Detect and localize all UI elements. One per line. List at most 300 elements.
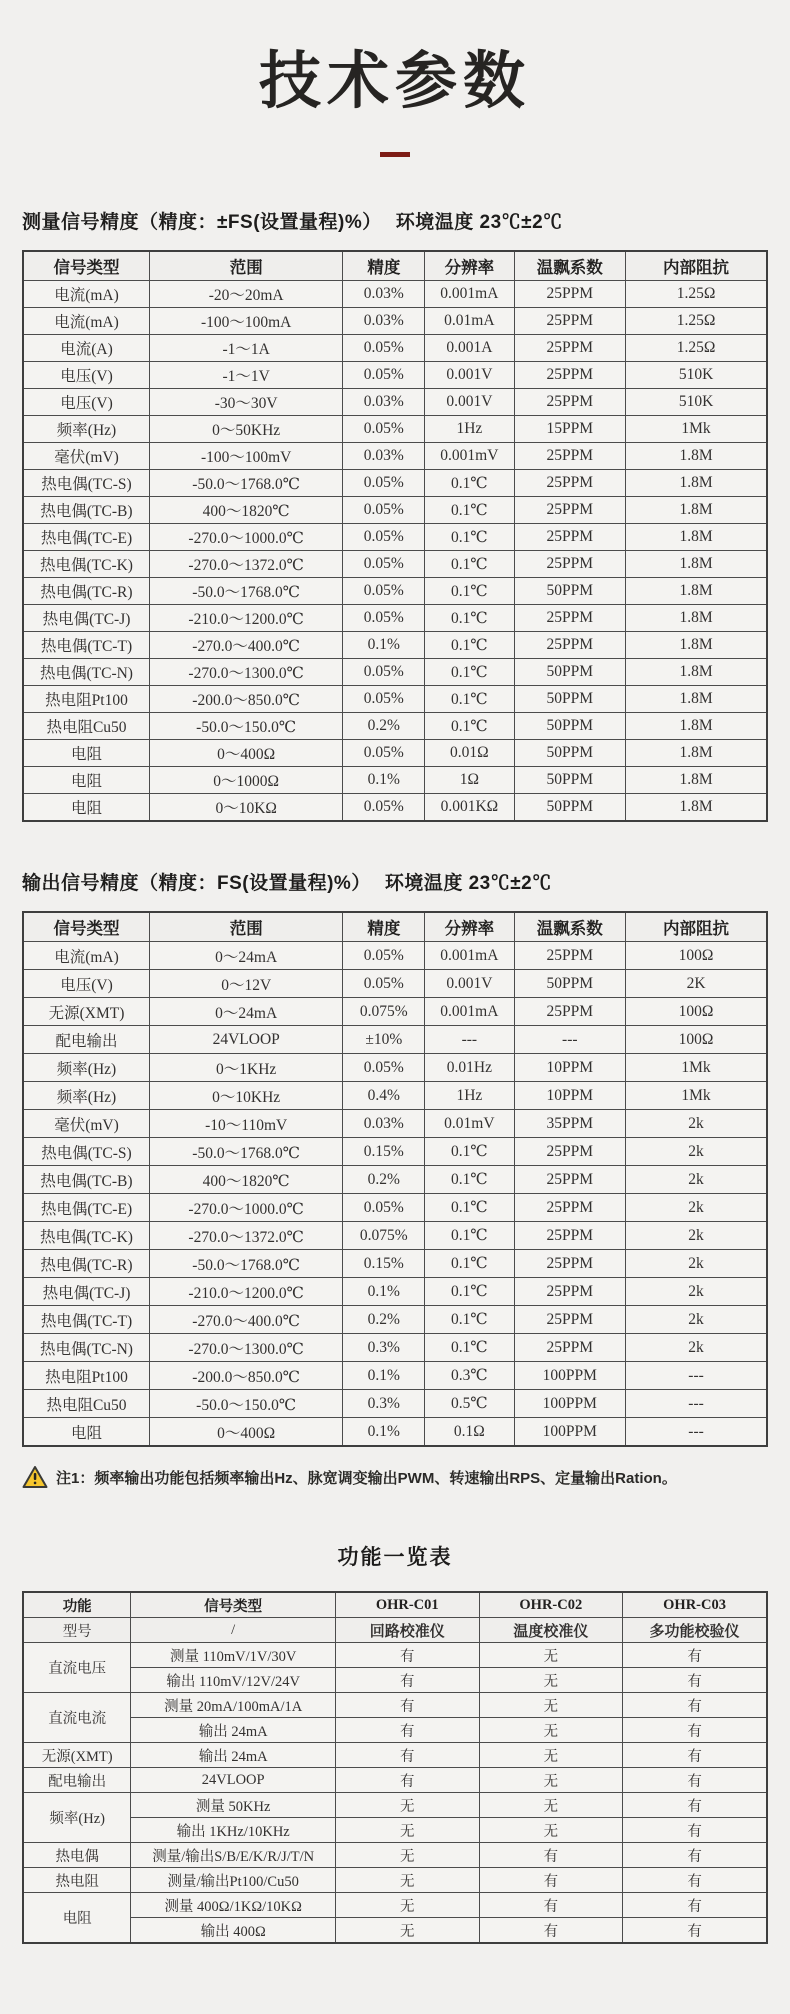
table-cell: 0.1℃ <box>425 551 514 578</box>
table-cell: -50.0～150.0℃ <box>149 713 342 740</box>
table-row <box>23 740 767 767</box>
table-cell: 0.2% <box>343 1166 425 1194</box>
table-cell: 25PPM <box>514 1138 626 1166</box>
table-cell: 0.01Hz <box>425 1054 514 1082</box>
note-text: 注1：频率输出功能包括频率输出Hz、脉宽调变输出PWM、转速输出RPS、定量输出Ration。 <box>56 1469 677 1487</box>
table-cell: 1.8M <box>626 767 767 794</box>
output-heading-text: 输出信号精度（精度：FS(设置量程)%） <box>22 873 371 894</box>
table-cell: 有 <box>623 1668 767 1693</box>
table-cell: 400～1820℃ <box>149 1166 342 1194</box>
spec-sheet-page <box>0 46 790 2014</box>
table-cell: 100PPM <box>514 1362 626 1390</box>
table-cell: 电阻 <box>23 740 149 767</box>
function-table-model-row <box>23 1618 767 1643</box>
table-cell: 0.1℃ <box>425 1278 514 1306</box>
output-spec-table <box>22 911 768 1447</box>
table-cell: 0.001KΩ <box>425 794 514 822</box>
column-header-cell: 温飘系数 <box>514 251 626 281</box>
table-row <box>23 335 767 362</box>
table-cell: --- <box>626 1418 767 1447</box>
table-row <box>23 1138 767 1166</box>
table-cell: 无 <box>479 1643 623 1668</box>
table-cell: 25PPM <box>514 443 626 470</box>
table-cell: 2k <box>626 1278 767 1306</box>
table-cell: 0.05% <box>343 416 425 443</box>
table-cell: 0.05% <box>343 578 425 605</box>
table-cell: 热电阻Pt100 <box>23 1362 149 1390</box>
table-cell: 0.1℃ <box>425 713 514 740</box>
table-row <box>23 1818 767 1843</box>
table-cell: 无 <box>479 1768 623 1793</box>
table-cell: 有 <box>479 1893 623 1918</box>
table-cell: --- <box>626 1362 767 1390</box>
table-cell: 热电偶(TC-R) <box>23 578 149 605</box>
table-row <box>23 389 767 416</box>
table-cell: 15PPM <box>514 416 626 443</box>
table-cell: 有 <box>623 1893 767 1918</box>
table-cell: 0.075% <box>343 1222 425 1250</box>
table-cell: 50PPM <box>514 713 626 740</box>
table-cell: 100PPM <box>514 1390 626 1418</box>
table-cell: --- <box>626 1390 767 1418</box>
table-row <box>23 1334 767 1362</box>
table-cell: 有 <box>479 1918 623 1944</box>
table-cell: 0.1℃ <box>425 1138 514 1166</box>
table-cell: 无 <box>335 1793 479 1818</box>
table-cell: 热电偶(TC-K) <box>23 1222 149 1250</box>
table-cell: 0.1℃ <box>425 1334 514 1362</box>
table-cell: 有 <box>479 1868 623 1893</box>
table-cell: 10PPM <box>514 1082 626 1110</box>
table-cell: 1.8M <box>626 713 767 740</box>
table-cell: 无 <box>479 1668 623 1693</box>
table-row <box>23 1718 767 1743</box>
table-cell: 10PPM <box>514 1054 626 1082</box>
table-cell: 有 <box>623 1743 767 1768</box>
table-row <box>23 1918 767 1944</box>
table-cell: 热电阻Cu50 <box>23 713 149 740</box>
table-cell: --- <box>514 1026 626 1054</box>
table-cell: 25PPM <box>514 998 626 1026</box>
column-header-cell: 温度校准仪 <box>479 1618 623 1643</box>
table-cell: 有 <box>335 1643 479 1668</box>
table-cell: 25PPM <box>514 1166 626 1194</box>
table-cell: 1.8M <box>626 740 767 767</box>
table-cell: 1.8M <box>626 686 767 713</box>
table-cell: 热电偶(TC-N) <box>23 659 149 686</box>
table-cell: 0.03% <box>343 281 425 308</box>
function-name-cell: 无源(XMT) <box>23 1743 131 1768</box>
table-cell: 0～10KHz <box>149 1082 342 1110</box>
table-cell: 热电偶(TC-S) <box>23 470 149 497</box>
table-cell: 0～400Ω <box>149 740 342 767</box>
table-cell: 1.8M <box>626 605 767 632</box>
table-cell: 无 <box>479 1793 623 1818</box>
table-row <box>23 767 767 794</box>
table-cell: 0.05% <box>343 942 425 970</box>
table-cell: 1.25Ω <box>626 335 767 362</box>
table-cell: 电阻 <box>23 1418 149 1447</box>
table-cell: 0～1KHz <box>149 1054 342 1082</box>
table-cell: 100Ω <box>626 998 767 1026</box>
function-table <box>22 1591 768 1944</box>
table-row <box>23 1668 767 1693</box>
table-cell: 400～1820℃ <box>149 497 342 524</box>
table-cell: 输出 24mA <box>131 1718 336 1743</box>
table-cell: 25PPM <box>514 1334 626 1362</box>
table-cell: 24VLOOP <box>149 1026 342 1054</box>
table-row <box>23 1194 767 1222</box>
table-cell: 有 <box>623 1643 767 1668</box>
table-cell: 热电偶(TC-B) <box>23 497 149 524</box>
table-cell: 0.2% <box>343 713 425 740</box>
table-cell: 1.25Ω <box>626 281 767 308</box>
table-cell: 0.05% <box>343 470 425 497</box>
table-cell: 有 <box>623 1768 767 1793</box>
table-cell: -210.0～1200.0℃ <box>149 1278 342 1306</box>
column-header-cell: 内部阻抗 <box>626 912 767 942</box>
table-cell: -270.0～1000.0℃ <box>149 524 342 551</box>
table-cell: 0.001V <box>425 362 514 389</box>
table-cell: 测量/输出S/B/E/K/R/J/T/N <box>131 1843 336 1868</box>
table-cell: -270.0～400.0℃ <box>149 1306 342 1334</box>
table-cell: 有 <box>479 1843 623 1868</box>
table-cell: -50.0～1768.0℃ <box>149 1250 342 1278</box>
table-cell: 0.1℃ <box>425 1194 514 1222</box>
table-cell: 电流(mA) <box>23 308 149 335</box>
table-cell: 0.075% <box>343 998 425 1026</box>
table-cell: 1.8M <box>626 470 767 497</box>
table-cell: 0.001mA <box>425 281 514 308</box>
table-cell: 50PPM <box>514 578 626 605</box>
table-cell: 0.1% <box>343 767 425 794</box>
table-cell: 0～50KHz <box>149 416 342 443</box>
function-name-cell: 直流电压 <box>23 1643 131 1693</box>
output-table-header-row <box>23 912 767 942</box>
table-cell: 0～24mA <box>149 942 342 970</box>
table-cell: 50PPM <box>514 740 626 767</box>
table-cell: 0.001mV <box>425 443 514 470</box>
table-cell: 测量 110mV/1V/30V <box>131 1643 336 1668</box>
table-cell: 25PPM <box>514 1250 626 1278</box>
table-cell: 0.001V <box>425 970 514 998</box>
table-cell: 2k <box>626 1222 767 1250</box>
table-cell: 热电偶(TC-S) <box>23 1138 149 1166</box>
table-cell: 2k <box>626 1138 767 1166</box>
column-header-cell: 内部阻抗 <box>626 251 767 281</box>
table-cell: 0.1℃ <box>425 1250 514 1278</box>
table-cell: 1.8M <box>626 524 767 551</box>
column-header-cell: 分辨率 <box>425 251 514 281</box>
table-cell: 0.05% <box>343 794 425 822</box>
table-cell: 热电偶(TC-K) <box>23 551 149 578</box>
table-row <box>23 1306 767 1334</box>
table-cell: 0.03% <box>343 389 425 416</box>
table-cell: 25PPM <box>514 524 626 551</box>
column-header-cell: 分辨率 <box>425 912 514 942</box>
table-cell: -270.0～400.0℃ <box>149 632 342 659</box>
measure-env-note: 环境温度 23℃±2℃ <box>395 212 563 233</box>
table-row <box>23 605 767 632</box>
table-cell: 1.8M <box>626 578 767 605</box>
table-cell: 0.05% <box>343 362 425 389</box>
table-cell: 有 <box>335 1768 479 1793</box>
column-header-cell: 温飘系数 <box>514 912 626 942</box>
table-cell: 无 <box>335 1818 479 1843</box>
table-row <box>23 686 767 713</box>
table-cell: 2k <box>626 1194 767 1222</box>
table-cell: 1.8M <box>626 659 767 686</box>
table-cell: 0.01mV <box>425 1110 514 1138</box>
table-cell: 输出 1KHz/10KHz <box>131 1818 336 1843</box>
table-cell: 测量 400Ω/1KΩ/10KΩ <box>131 1893 336 1918</box>
table-cell: -1～1A <box>149 335 342 362</box>
table-cell: 电流(A) <box>23 335 149 362</box>
table-cell: ±10% <box>343 1026 425 1054</box>
table-cell: 0.15% <box>343 1138 425 1166</box>
table-cell: 热电阻Pt100 <box>23 686 149 713</box>
table-cell: 2k <box>626 1166 767 1194</box>
function-name-cell: 热电偶 <box>23 1843 131 1868</box>
table-row <box>23 1390 767 1418</box>
column-header-cell: 范围 <box>149 251 342 281</box>
table-cell: 0.05% <box>343 335 425 362</box>
table-cell: 电压(V) <box>23 362 149 389</box>
table-cell: 25PPM <box>514 605 626 632</box>
table-cell: 0.3℃ <box>425 1362 514 1390</box>
table-row <box>23 1418 767 1447</box>
function-table-title: 功能一览表 <box>337 1546 453 1569</box>
table-cell: 0.1℃ <box>425 497 514 524</box>
table-cell: 有 <box>623 1793 767 1818</box>
function-table-body <box>23 1643 767 1944</box>
function-name-cell: 电阻 <box>23 1893 131 1944</box>
column-header-cell: 信号类型 <box>23 912 149 942</box>
function-name-cell: 频率(Hz) <box>23 1793 131 1843</box>
table-cell: 0.03% <box>343 308 425 335</box>
table-cell: 100Ω <box>626 1026 767 1054</box>
table-cell: 测量 20mA/100mA/1A <box>131 1693 336 1718</box>
column-header-cell: 范围 <box>149 912 342 942</box>
table-row <box>23 1278 767 1306</box>
table-cell: 输出 400Ω <box>131 1918 336 1944</box>
table-cell: 25PPM <box>514 1194 626 1222</box>
page-title: 技术参数 <box>258 47 531 116</box>
table-row <box>23 1166 767 1194</box>
measure-heading-text: 测量信号精度（精度：±FS(设置量程)%） <box>22 212 382 233</box>
table-row <box>23 632 767 659</box>
table-cell: 0.2% <box>343 1306 425 1334</box>
note-1 <box>22 1465 768 1489</box>
table-cell: 100Ω <box>626 942 767 970</box>
table-row <box>23 443 767 470</box>
table-cell: 25PPM <box>514 1278 626 1306</box>
table-cell: 频率(Hz) <box>23 416 149 443</box>
table-cell: 0～10KΩ <box>149 794 342 822</box>
table-cell: 有 <box>623 1843 767 1868</box>
table-cell: 0.001mA <box>425 942 514 970</box>
table-row <box>23 1362 767 1390</box>
warning-triangle-icon <box>22 1465 48 1489</box>
table-row <box>23 1768 767 1793</box>
table-cell: 25PPM <box>514 632 626 659</box>
table-cell: 0.1℃ <box>425 632 514 659</box>
table-cell: 0.05% <box>343 740 425 767</box>
table-cell: 0.05% <box>343 605 425 632</box>
table-cell: 1.8M <box>626 794 767 822</box>
table-cell: 510K <box>626 362 767 389</box>
table-row <box>23 1250 767 1278</box>
table-row <box>23 1693 767 1718</box>
table-cell: 热电偶(TC-J) <box>23 1278 149 1306</box>
table-row <box>23 1026 767 1054</box>
table-cell: 电阻 <box>23 794 149 822</box>
table-row <box>23 1843 767 1868</box>
table-cell: 1Mk <box>626 416 767 443</box>
column-header-cell: 精度 <box>343 912 425 942</box>
table-cell: 1.8M <box>626 497 767 524</box>
output-env-note: 环境温度 23℃±2℃ <box>384 873 552 894</box>
table-cell: 0.1℃ <box>425 1222 514 1250</box>
table-cell: 24VLOOP <box>131 1768 336 1793</box>
table-cell: 25PPM <box>514 1306 626 1334</box>
table-cell: 热电偶(TC-R) <box>23 1250 149 1278</box>
table-cell: 0.03% <box>343 1110 425 1138</box>
column-header-cell: OHR-C01 <box>335 1592 479 1618</box>
table-row <box>23 1743 767 1768</box>
table-cell: 1Mk <box>626 1082 767 1110</box>
table-cell: 0.1℃ <box>425 470 514 497</box>
function-name-cell: 配电输出 <box>23 1768 131 1793</box>
table-cell: 无 <box>479 1818 623 1843</box>
table-cell: 50PPM <box>514 659 626 686</box>
column-header-cell: 精度 <box>343 251 425 281</box>
column-header-cell: OHR-C02 <box>479 1592 623 1618</box>
table-cell: 0.1℃ <box>425 1306 514 1334</box>
table-cell: 0.05% <box>343 524 425 551</box>
table-cell: 1.25Ω <box>626 308 767 335</box>
table-cell: 有 <box>623 1868 767 1893</box>
table-row <box>23 524 767 551</box>
function-name-cell: 热电阻 <box>23 1868 131 1893</box>
column-header-cell: OHR-C03 <box>623 1592 767 1618</box>
table-cell: 有 <box>335 1718 479 1743</box>
measure-table-header-row <box>23 251 767 281</box>
table-cell: 无 <box>335 1843 479 1868</box>
table-cell: 2k <box>626 1110 767 1138</box>
table-row <box>23 1222 767 1250</box>
table-cell: 有 <box>623 1693 767 1718</box>
table-cell: 0.1℃ <box>425 1166 514 1194</box>
table-cell: 25PPM <box>514 281 626 308</box>
table-row <box>23 942 767 970</box>
table-row <box>23 1868 767 1893</box>
table-cell: -50.0～1768.0℃ <box>149 470 342 497</box>
table-cell: 热电偶(TC-E) <box>23 1194 149 1222</box>
table-row <box>23 713 767 740</box>
table-cell: --- <box>425 1026 514 1054</box>
column-header-cell: 多功能校验仪 <box>623 1618 767 1643</box>
table-cell: 0.1℃ <box>425 605 514 632</box>
table-cell: 热电偶(TC-J) <box>23 605 149 632</box>
table-cell: 0.05% <box>343 659 425 686</box>
table-row <box>23 1893 767 1918</box>
table-cell: 25PPM <box>514 308 626 335</box>
title-accent-dash <box>380 152 410 157</box>
table-row <box>23 497 767 524</box>
table-cell: 毫伏(mV) <box>23 443 149 470</box>
table-cell: 有 <box>335 1668 479 1693</box>
table-cell: 无 <box>335 1918 479 1944</box>
table-cell: 0.1% <box>343 1362 425 1390</box>
table-cell: -10～110mV <box>149 1110 342 1138</box>
table-cell: 50PPM <box>514 970 626 998</box>
table-cell: 频率(Hz) <box>23 1082 149 1110</box>
table-cell: 0.05% <box>343 1054 425 1082</box>
table-cell: -200.0～850.0℃ <box>149 686 342 713</box>
table-cell: 热电偶(TC-E) <box>23 524 149 551</box>
table-cell: 0.1% <box>343 1278 425 1306</box>
table-cell: 1.8M <box>626 551 767 578</box>
table-cell: 1Hz <box>425 1082 514 1110</box>
table-cell: 0～12V <box>149 970 342 998</box>
table-cell: 0.03% <box>343 443 425 470</box>
table-cell: 25PPM <box>514 1222 626 1250</box>
table-cell: 2K <box>626 970 767 998</box>
table-cell: 100PPM <box>514 1418 626 1447</box>
table-cell: 0～400Ω <box>149 1418 342 1447</box>
table-cell: 热电偶(TC-T) <box>23 1306 149 1334</box>
table-cell: 输出 24mA <box>131 1743 336 1768</box>
table-cell: 0.05% <box>343 686 425 713</box>
table-cell: 510K <box>626 389 767 416</box>
table-cell: 有 <box>335 1693 479 1718</box>
table-cell: 0.05% <box>343 551 425 578</box>
table-cell: -100～100mA <box>149 308 342 335</box>
column-header-cell: 功能 <box>23 1592 131 1618</box>
table-row <box>23 551 767 578</box>
table-row <box>23 1054 767 1082</box>
table-row <box>23 1082 767 1110</box>
measure-section-heading <box>22 207 768 234</box>
table-cell: 配电输出 <box>23 1026 149 1054</box>
table-cell: 有 <box>335 1743 479 1768</box>
table-cell: 0.001mA <box>425 998 514 1026</box>
table-cell: -50.0～1768.0℃ <box>149 1138 342 1166</box>
column-header-cell: 型号 <box>23 1618 131 1643</box>
table-row <box>23 1643 767 1668</box>
table-cell: 热电阻Cu50 <box>23 1390 149 1418</box>
table-cell: 0.5℃ <box>425 1390 514 1418</box>
table-cell: -50.0～1768.0℃ <box>149 578 342 605</box>
table-cell: 0.4% <box>343 1082 425 1110</box>
table-cell: -270.0～1372.0℃ <box>149 1222 342 1250</box>
table-cell: 有 <box>623 1818 767 1843</box>
table-cell: 50PPM <box>514 686 626 713</box>
table-cell: 2k <box>626 1334 767 1362</box>
table-cell: 50PPM <box>514 767 626 794</box>
column-header-cell: 信号类型 <box>23 251 149 281</box>
column-header-cell: / <box>131 1618 336 1643</box>
table-row <box>23 416 767 443</box>
table-cell: 毫伏(mV) <box>23 1110 149 1138</box>
table-cell: 电压(V) <box>23 389 149 416</box>
table-row <box>23 1793 767 1818</box>
table-cell: 0.1℃ <box>425 524 514 551</box>
column-header-cell: 信号类型 <box>131 1592 336 1618</box>
table-cell: 有 <box>623 1718 767 1743</box>
table-cell: 0.15% <box>343 1250 425 1278</box>
